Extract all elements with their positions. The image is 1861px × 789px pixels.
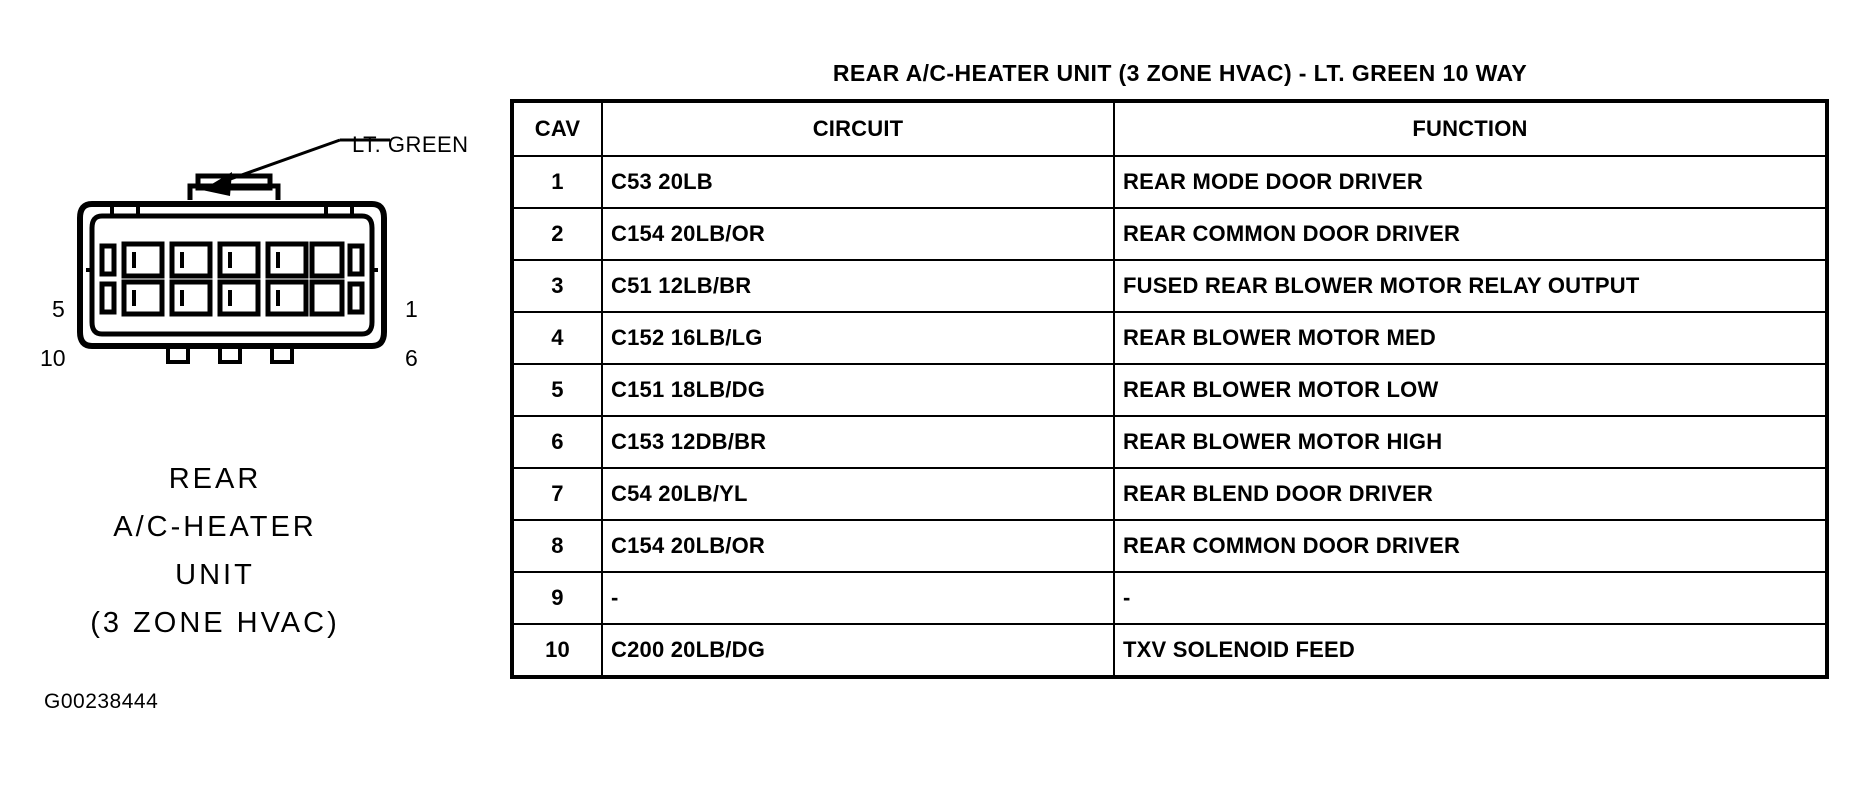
column-header-circuit: CIRCUIT <box>602 101 1114 156</box>
callout-label: LT. GREEN <box>352 132 469 157</box>
cell-circuit: C53 20LB <box>602 156 1114 208</box>
table-row <box>512 416 1827 468</box>
table-row <box>512 468 1827 520</box>
cell-circuit: C54 20LB/YL <box>602 468 1114 520</box>
cell-circuit: C51 12LB/BR <box>602 260 1114 312</box>
pinout-table <box>510 99 1829 679</box>
cell-circuit: C200 20LB/DG <box>602 624 1114 677</box>
caption-line-3: UNIT <box>175 559 255 591</box>
table-row <box>512 572 1827 624</box>
cell-function: - <box>1114 572 1827 624</box>
caption-line-1: REAR <box>168 463 262 495</box>
caption-line-2: A/C-HEATER <box>113 511 317 543</box>
table-row <box>512 260 1827 312</box>
cell-cav: 9 <box>512 572 602 624</box>
cell-circuit: C152 16LB/LG <box>602 312 1114 364</box>
table-row <box>512 208 1827 260</box>
table-title: REAR A/C-HEATER UNIT (3 ZONE HVAC) - LT. GREEN 10 WAY <box>832 60 1528 86</box>
pin-label-bottom-right: 6 <box>405 345 418 371</box>
cell-circuit: C151 18LB/DG <box>602 364 1114 416</box>
cell-cav: 8 <box>512 520 602 572</box>
table-row <box>512 624 1827 677</box>
pinout-panel <box>510 60 1840 679</box>
caption-line-4: (3 ZONE HVAC) <box>90 607 340 639</box>
cell-function: REAR BLOWER MOTOR MED <box>1114 312 1827 364</box>
cell-function: REAR COMMON DOOR DRIVER <box>1114 208 1827 260</box>
cell-circuit: C154 20LB/OR <box>602 208 1114 260</box>
cell-circuit: - <box>602 572 1114 624</box>
cell-function: REAR BLOWER MOTOR HIGH <box>1114 416 1827 468</box>
column-header-function: FUNCTION <box>1114 101 1827 156</box>
cell-function: FUSED REAR BLOWER MOTOR RELAY OUTPUT <box>1114 260 1827 312</box>
column-header-cav: CAV <box>512 101 602 156</box>
pin-label-top-left: 5 <box>52 296 65 322</box>
cell-function: REAR MODE DOOR DRIVER <box>1114 156 1827 208</box>
cell-function: TXV SOLENOID FEED <box>1114 624 1827 677</box>
connector-caption <box>0 455 430 647</box>
cell-cav: 7 <box>512 468 602 520</box>
cell-cav: 2 <box>512 208 602 260</box>
pin-label-top-right: 1 <box>405 296 418 322</box>
cell-function: REAR BLEND DOOR DRIVER <box>1114 468 1827 520</box>
table-row <box>512 156 1827 208</box>
cell-circuit: C153 12DB/BR <box>602 416 1114 468</box>
cell-cav: 3 <box>512 260 602 312</box>
figure-id: G00238444 <box>44 690 159 713</box>
cell-cav: 5 <box>512 364 602 416</box>
connector-drawing <box>40 120 420 440</box>
table-row <box>512 520 1827 572</box>
connector-illustration <box>0 0 510 789</box>
table-row <box>512 312 1827 364</box>
cell-cav: 1 <box>512 156 602 208</box>
table-header-row <box>512 101 1827 156</box>
table-row <box>512 364 1827 416</box>
cell-cav: 4 <box>512 312 602 364</box>
cell-circuit: C154 20LB/OR <box>602 520 1114 572</box>
cell-function: REAR BLOWER MOTOR LOW <box>1114 364 1827 416</box>
pin-label-bottom-left: 10 <box>40 345 66 371</box>
cell-cav: 10 <box>512 624 602 677</box>
cell-cav: 6 <box>512 416 602 468</box>
cell-function: REAR COMMON DOOR DRIVER <box>1114 520 1827 572</box>
